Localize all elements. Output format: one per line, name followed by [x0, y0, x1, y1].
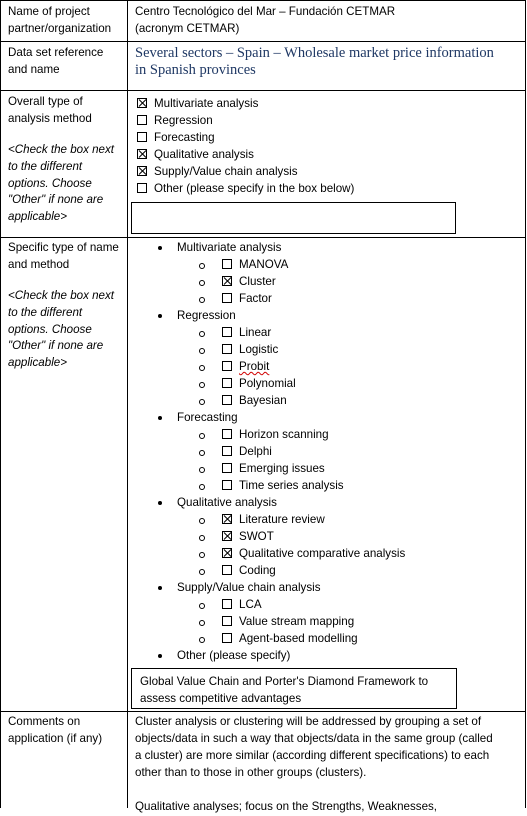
empty-box-icon[interactable]	[222, 446, 232, 456]
overall-method-label: Overall type of analysis method	[8, 95, 92, 125]
comment-line: a cluster) are more similar (according different specifications) to each	[135, 749, 490, 762]
empty-box-icon[interactable]	[137, 132, 147, 142]
comments-label: Comments on application (if any)	[8, 715, 103, 745]
specific-other-input[interactable]	[131, 668, 457, 709]
sub-bullet-icon	[199, 603, 205, 609]
checked-box-icon[interactable]	[137, 98, 147, 108]
table-border-top	[0, 0, 526, 1]
checked-box-icon[interactable]	[222, 531, 232, 541]
specific-other-text-line1: Global Value Chain and Porter's Diamond Framework to	[140, 675, 429, 688]
checked-box-icon[interactable]	[137, 149, 147, 159]
empty-box-icon[interactable]	[222, 259, 232, 269]
method-option-label: Delphi	[239, 445, 272, 458]
sub-bullet-icon	[199, 399, 205, 405]
sub-bullet-icon	[199, 637, 205, 643]
row-divider	[0, 711, 526, 712]
method-option-label: Logistic	[239, 343, 279, 356]
sub-bullet-icon	[199, 484, 205, 490]
comment-line: objects/data in such a way that objects/data in the same group (called	[135, 732, 493, 745]
method-option[interactable]	[222, 393, 287, 410]
empty-box-icon[interactable]	[137, 115, 147, 125]
method-option[interactable]	[222, 444, 272, 461]
overall-option[interactable]	[137, 130, 215, 147]
overall-option[interactable]	[137, 164, 298, 181]
method-option[interactable]	[222, 631, 358, 648]
method-option-label: Emerging issues	[239, 462, 325, 475]
checked-box-icon[interactable]	[222, 514, 232, 524]
method-option[interactable]	[222, 291, 272, 308]
method-option-label: Coding	[239, 564, 276, 577]
empty-box-icon[interactable]	[222, 378, 232, 388]
overall-option-label: Multivariate analysis	[154, 97, 259, 110]
bullet-icon	[158, 586, 162, 590]
method-option-label: Time series analysis	[239, 479, 344, 492]
method-option-label: LCA	[239, 598, 262, 611]
table-border-left	[0, 0, 1, 808]
overall-option-label: Qualitative analysis	[154, 148, 254, 161]
empty-box-icon[interactable]	[222, 599, 232, 609]
method-group-label: Forecasting	[177, 411, 238, 424]
method-option[interactable]	[222, 427, 329, 444]
method-option[interactable]	[222, 614, 354, 631]
sub-bullet-icon	[199, 263, 205, 269]
sub-bullet-icon	[199, 297, 205, 303]
comment-line: Qualitative analyses; focus on the Strengths, Weaknesses,	[135, 800, 438, 813]
specific-other-text-line2: assess competitive advantages	[140, 692, 302, 705]
method-option[interactable]	[222, 376, 296, 393]
row-divider	[0, 90, 526, 91]
method-option[interactable]	[222, 597, 262, 614]
method-option[interactable]	[222, 325, 271, 342]
method-option-label: Factor	[239, 292, 272, 305]
method-option-label: Cluster	[239, 275, 276, 288]
method-option[interactable]	[222, 359, 269, 376]
empty-box-icon[interactable]	[222, 395, 232, 405]
dataset-name-line1: Several sectors – Spain – Wholesale market price information	[135, 45, 494, 61]
method-option[interactable]	[222, 512, 325, 529]
sub-bullet-icon	[199, 467, 205, 473]
sub-bullet-icon	[199, 280, 205, 286]
overall-option[interactable]	[137, 181, 354, 198]
partner-label: Name of project partner/organization	[8, 5, 112, 35]
empty-box-icon[interactable]	[222, 616, 232, 626]
bullet-icon	[158, 654, 162, 658]
method-option[interactable]	[222, 563, 276, 580]
method-option-label: Horizon scanning	[239, 428, 329, 441]
method-option-label: Linear	[239, 326, 272, 339]
sub-bullet-icon	[199, 518, 205, 524]
method-option-label: Probit	[239, 360, 270, 373]
sub-bullet-icon	[199, 348, 205, 354]
checked-box-icon[interactable]	[222, 548, 232, 558]
overall-option[interactable]	[137, 113, 213, 130]
overall-option[interactable]	[137, 96, 258, 113]
empty-box-icon[interactable]	[222, 344, 232, 354]
method-option-label: Polynomial	[239, 377, 296, 390]
method-group-label: Other (please specify)	[177, 649, 291, 662]
column-divider	[127, 0, 128, 808]
sub-bullet-icon	[199, 382, 205, 388]
empty-box-icon[interactable]	[222, 565, 232, 575]
empty-box-icon[interactable]	[222, 633, 232, 643]
specific-method-label: Specific type of name and method	[8, 241, 119, 271]
method-option[interactable]	[222, 461, 325, 478]
method-option-label: Qualitative comparative analysis	[239, 547, 406, 560]
sub-bullet-icon	[199, 535, 205, 541]
method-option-label: Value stream mapping	[239, 615, 355, 628]
partner-name: Centro Tecnológico del Mar – Fundación CETMAR	[135, 5, 396, 18]
overall-option-label: Supply/Value chain analysis	[154, 165, 298, 178]
partner-acronym: (acronym CETMAR)	[135, 22, 240, 35]
row-divider	[0, 237, 526, 238]
overall-option-label: Forecasting	[154, 131, 215, 144]
bullet-icon	[158, 246, 162, 250]
method-group-label: Qualitative analysis	[177, 496, 277, 509]
method-option[interactable]	[222, 529, 274, 546]
overall-option-label: Other (please specify in the box below)	[154, 182, 355, 195]
empty-box-icon[interactable]	[222, 480, 232, 490]
bullet-icon	[158, 314, 162, 318]
method-option-label: Literature review	[239, 513, 325, 526]
checked-box-icon[interactable]	[137, 166, 147, 176]
bullet-icon	[158, 416, 162, 420]
overall-option[interactable]	[137, 147, 254, 164]
checked-box-icon[interactable]	[222, 276, 232, 286]
table-border-right	[525, 0, 526, 808]
empty-box-icon[interactable]	[137, 183, 147, 193]
sub-bullet-icon	[199, 569, 205, 575]
overall-method-instruction: <Check the box next to the different options. Choose "Other" if none are applicable>	[8, 143, 115, 224]
method-option-label: Agent-based modelling	[239, 632, 358, 645]
method-option[interactable]	[222, 274, 276, 291]
method-group-label: Multivariate analysis	[177, 241, 282, 254]
overall-option-label: Regression	[154, 114, 213, 127]
method-option-label: Bayesian	[239, 394, 287, 407]
method-option-label: SWOT	[239, 530, 274, 543]
sub-bullet-icon	[199, 450, 205, 456]
comment-line: Cluster analysis or clustering will be addressed by grouping a set of	[135, 715, 482, 728]
method-option[interactable]	[222, 478, 344, 495]
sub-bullet-icon	[199, 365, 205, 371]
sub-bullet-icon	[199, 552, 205, 558]
method-option[interactable]	[222, 257, 288, 274]
method-option[interactable]	[222, 546, 405, 563]
empty-box-icon[interactable]	[222, 327, 232, 337]
row-divider	[0, 41, 526, 42]
method-option-label: MANOVA	[239, 258, 289, 271]
sub-bullet-icon	[199, 331, 205, 337]
sub-bullet-icon	[199, 433, 205, 439]
empty-box-icon[interactable]	[222, 429, 232, 439]
method-option[interactable]	[222, 342, 278, 359]
empty-box-icon[interactable]	[222, 361, 232, 371]
sub-bullet-icon	[199, 620, 205, 626]
method-group-label: Regression	[177, 309, 236, 322]
dataset-name-line2: in Spanish provinces	[135, 62, 256, 78]
dataset-label: Data set reference and name	[8, 46, 104, 76]
empty-box-icon[interactable]	[222, 463, 232, 473]
empty-box-icon[interactable]	[222, 293, 232, 303]
overall-other-input[interactable]	[131, 202, 456, 234]
method-group-label: Supply/Value chain analysis	[177, 581, 321, 594]
bullet-icon	[158, 501, 162, 505]
comment-line: other than to those in other groups (clusters).	[135, 766, 367, 779]
specific-method-instruction: <Check the box next to the different options. Choose "Other" if none are applicable>	[8, 289, 115, 370]
